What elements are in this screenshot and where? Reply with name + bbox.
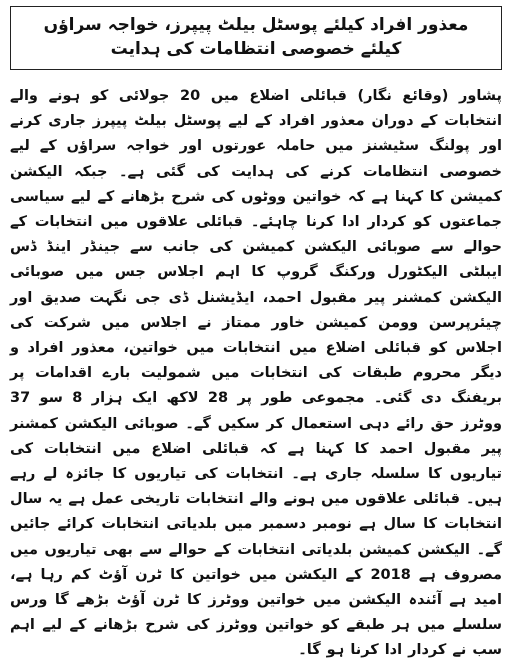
news-clipping	[6, 6, 506, 659]
article-body: پشاور (وقائع نگار) قبائلی اضلاع میں 20 جولائی کو ہونے والے انتخابات کے دوران معذور افراد کے لیے پوسٹل بیلٹ پیپرز جاری کرنے اور پولنگ سٹیشنز میں حاملہ عورتوں اور خواجہ سراؤں کے لیے خصوصی انتظامات کرنے کی ہدایت کی گئی ہے۔ جبکہ الیکشن کمیشن کا کہنا ہے کہ خواتین ووٹوں کی شرح بڑھانے کے لیے سیاسی جماعتوں کو کردار ادا کرنا چاہئے۔ قبائلی علاقوں میں انتخابات کے حوالے سے صوبائی الیکشن کمیشن کی جانب سے جینڈر اینڈ ڈس ایبلٹی الیکٹورل ورکنگ گروپ کا اہم اجلاس جس میں صوبائی الیکشن کمشنر پیر مقبول احمد، ایڈیشنل ڈی جی نگہت صدیق اور چیئرپرسن وومن کمیشن خاور ممتاز نے اجلاس میں شرکت کی اجلاس کو قبائلی اضلاع میں انتخابات میں خواتین، معذور افراد و دیگر محروم طبقات کی انتخابات میں شمولیت بارے اقدامات پر بریفنگ دی گئی۔ مجموعی طور پر 28 لاکھ ایک ہزار 8 سو 37 ووٹرز حق رائے دہی استعمال کر سکیں گے۔ صوبائی الیکشن کمشنر پیر مقبول احمد کا کہنا ہے کہ قبائلی اضلاع میں انتخابات کی تیاریوں کا سلسلہ جاری ہے۔ انتخابات کی تیاریوں کا جائزہ لے رہے ہیں۔ قبائلی علاقوں میں ہونے والے انتخابات تاریخی عمل ہے یہ سال انتخابات کا سال ہے نومبر دسمبر میں بلدیاتی انتخابات کرائے جائیں گے۔ الیکشن کمیشن بلدیاتی انتخابات کے حوالے سے بھی تیاریوں میں مصروف ہے 2018 کے الیکشن میں خواتین کا ٹرن آؤٹ کم رہا ہے، امید ہے آئندہ الیکشن میں خواتین ووٹرز کا ٹرن آؤٹ بڑھے گا ورس سلسلے میں ہر طبقے کو خواتین ووٹرز کی شرح بڑھانے کے لیے اہم سب نے کردار ادا کرنا ہو گا۔	[10, 88, 502, 659]
headline: معذور افراد کیلئے پوسٹل بیلٹ پیپرز، خواجہ سراؤں کیلئے خصوصی انتظامات کی ہدایت	[43, 15, 469, 59]
headline-box	[10, 6, 502, 70]
